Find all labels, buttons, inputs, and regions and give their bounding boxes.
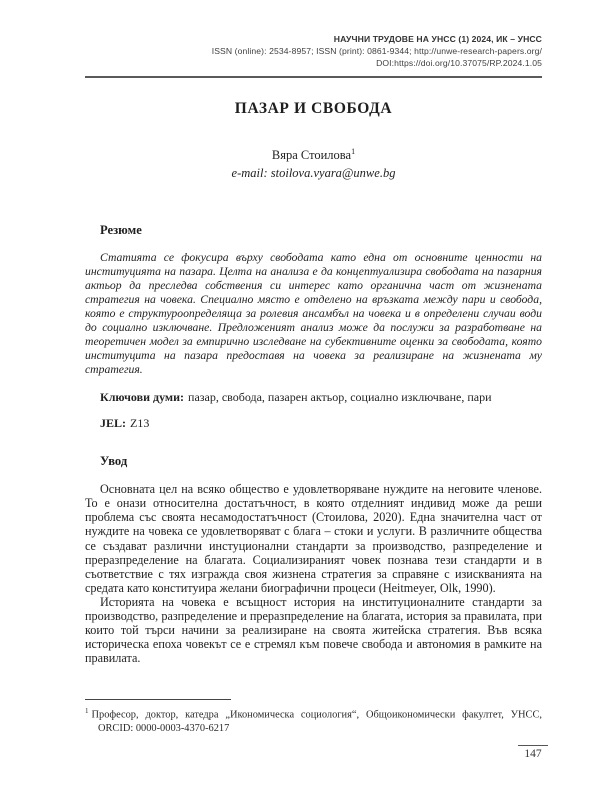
keywords-line: [100, 390, 542, 404]
intro-paragraph-2: Историята на човека е всъщност история на институционалните стандарти за производство, разпределение и преразпределение на благата, история за правилата, при които той търси начини за реализиране на своята житейска стратегия. Във всяка историческа епоха човекът се е стремял към повече свобода и автономия в рамките на правилата.: [85, 594, 542, 666]
jel-value: Z13: [130, 416, 150, 431]
introduction-heading: Увод: [100, 454, 128, 469]
abstract-text: Статията се фокусира върху свободата като една от основните ценности на институцията на пазара. Целта на анализа е да концептуализира свободата на пазарния актьор да преследва собствения си интерес като органична част от жизнената стратегия на човека. Специално място е отделено на връзката между пари и свобода, която е структуроопределяща за ролевия ансамбъл на човека и в определени случаи води до социално изключване. Предложеният анализ може да послужи за разработване на теоретичен модел за емпирично изследване на субективните оценки за свободата, която институцита на пазара предоставя на човека за реализиране на жизнената му стратегия.: [85, 251, 542, 377]
intro-paragraph-1: Основната цел на всяко общество е удовлетворяване нуждите на неговите членове. То е онази относителна достатъчност, в която отделният индивид може да реши проблема със своята несамодостатъчност (Стоилова, 2020). Една значителна част от нуждите на човека се удовлетворяват с блага – стоки и услуги. В различните общества се създават различни инстуционални стандарти за производство, разпределение и преразпределение на благата. Социализираният човек познава тези стандарти и в съответствие с тях изгражда своя жизнена стратегия за справяне с изискванията на средата като конституира желани биографични процеси (Heitmeyer, Olk, 1990).: [85, 482, 542, 595]
author-email: e-mail: stoilova.vyara@unwe.bg: [231, 166, 396, 181]
author-name: [85, 147, 542, 163]
keywords-label: Ключови думи:: [100, 390, 185, 405]
doi-line: DOI:https://doi.org/10.37075/RP.2024.1.05: [376, 58, 542, 68]
header-rule: [85, 76, 542, 78]
footnote-rule: [85, 699, 231, 700]
footnote-block: [85, 699, 542, 735]
footnote: [85, 705, 542, 735]
footnote-text: Професор, доктор, катедра „Икономическа социология“, Общоикономически факултет, УНСС, ORCID: 0000-0003-4370-6217: [91, 709, 542, 734]
page-number: 147: [518, 745, 548, 760]
keywords-text: пазар, свобода, пазарен актьор, социално изключване, пари: [188, 390, 492, 405]
abstract-heading: Резюме: [100, 223, 142, 238]
article-title: ПАЗАР И СВОБОДА: [234, 100, 393, 117]
journal-header: [85, 33, 542, 69]
journal-title-line: НАУЧНИ ТРУДОВЕ НА УНСС (1) 2024, ИК – УНСС: [333, 34, 542, 44]
footnote-marker: 1: [85, 707, 89, 715]
page-content: [85, 0, 542, 665]
jel-line: [100, 416, 542, 430]
author-name-text: Вяра Стоилова: [271, 148, 352, 163]
issn-line: ISSN (online): 2534-8957; ISSN (print): 0861-9344; http://unwe-research-papers.org/: [211, 46, 542, 56]
author-footnote-marker: 1: [351, 147, 356, 156]
jel-label: JEL:: [100, 416, 127, 431]
